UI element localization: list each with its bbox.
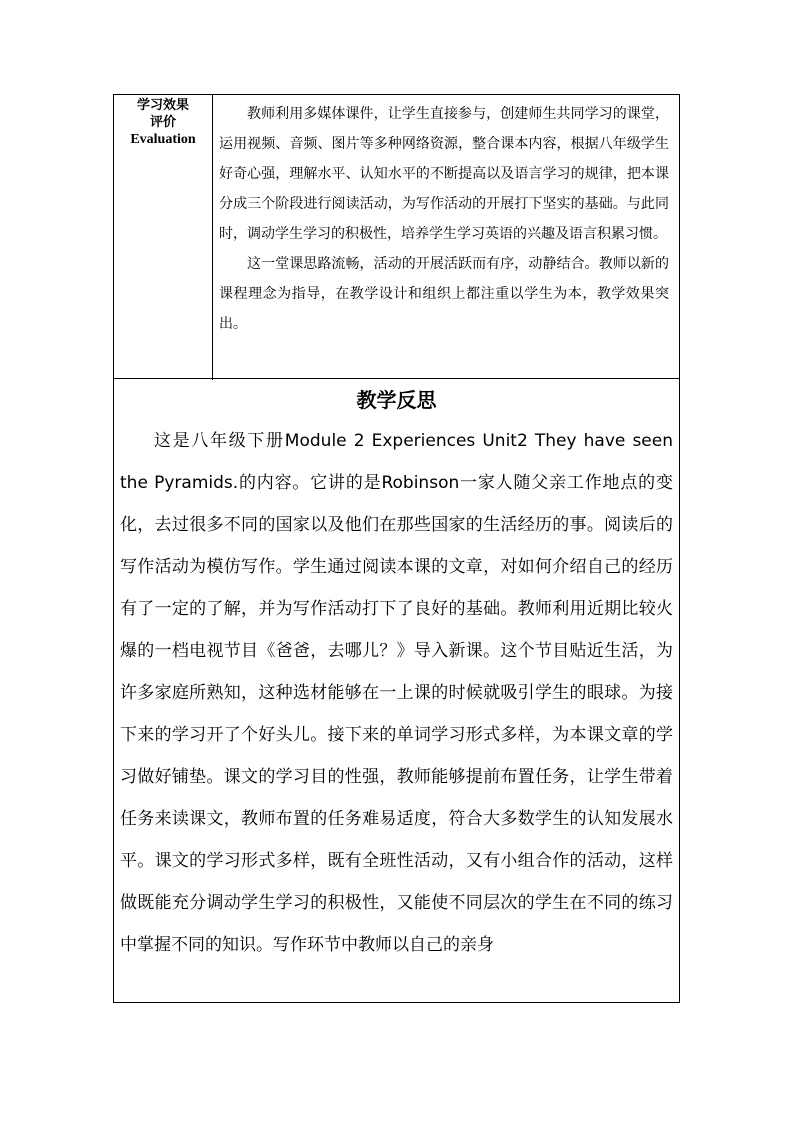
reflection-body: 这是八年级下册Module 2 Experiences Unit2 They have seen the Pyramids.的内容。它讲的是Robinson一家人随父亲工作地点的变化，去过很多不同的国家以及他们在那些国家的生活经历的事。阅读后的写作活动为模仿写作。学生通过阅读本课的文章，对如何介绍自己的经历有了一定的了解，并为写作活动打下了良好的基础。教师利用近期比较火爆的一档电视节目《爸爸，去哪儿？》导入新课。这个节目贴近生活，为许多家庭所熟知，这种选材能够在一上课的时候就吸引学生的眼球。为接下来的学习开了个好头儿。接下来的单词学习形式多样，为本课文章的学习做好铺垫。课文的学习目的性强，教师能够提前布置任务，让学生带着任务来读课文，教师布置的任务难易适度，符合大多数学生的认知发展水平。课文的学习形式多样，既有全班性活动，又有小组合作的活动，这样做既能充分调动学生学习的积极性，又能使不同层次的学生在不同的练习中掌握不同的知识。写作环节中教师以自己的亲身 <box>120 431 673 955</box>
evaluation-label-cell <box>114 95 213 380</box>
evaluation-row <box>114 95 679 379</box>
evaluation-paragraph-2: 这一堂课思路流畅，活动的开展活跃而有序，动静结合。教师以新的课程理念为指导，在教学设计和组织上都注重以学生为本，教学效果突出。 <box>219 256 669 332</box>
evaluation-label-line2: 评价 <box>149 115 176 130</box>
evaluation-label-line1: 学习效果 <box>136 98 189 113</box>
evaluation-content-cell <box>213 95 679 378</box>
lesson-table <box>113 94 680 1003</box>
evaluation-paragraph-1: 教师利用多媒体课件，让学生直接参与，创建师生共同学习的课堂，运用视频、音频、图片等多种网络资源，整合课本内容，根据八年级学生好奇心强，理解水平、认知水平的不断提高以及语言学习的规律，把本课分成三个阶段进行阅读活动，为写作活动的开展打下坚实的基础。与此同时，调动学生学习的积极性，培养学生学习英语的兴趣及语言积累习惯。 <box>219 106 669 242</box>
evaluation-label-english: Evaluation <box>130 132 196 147</box>
reflection-row <box>114 379 679 1002</box>
reflection-title: 教学反思 <box>356 388 437 412</box>
